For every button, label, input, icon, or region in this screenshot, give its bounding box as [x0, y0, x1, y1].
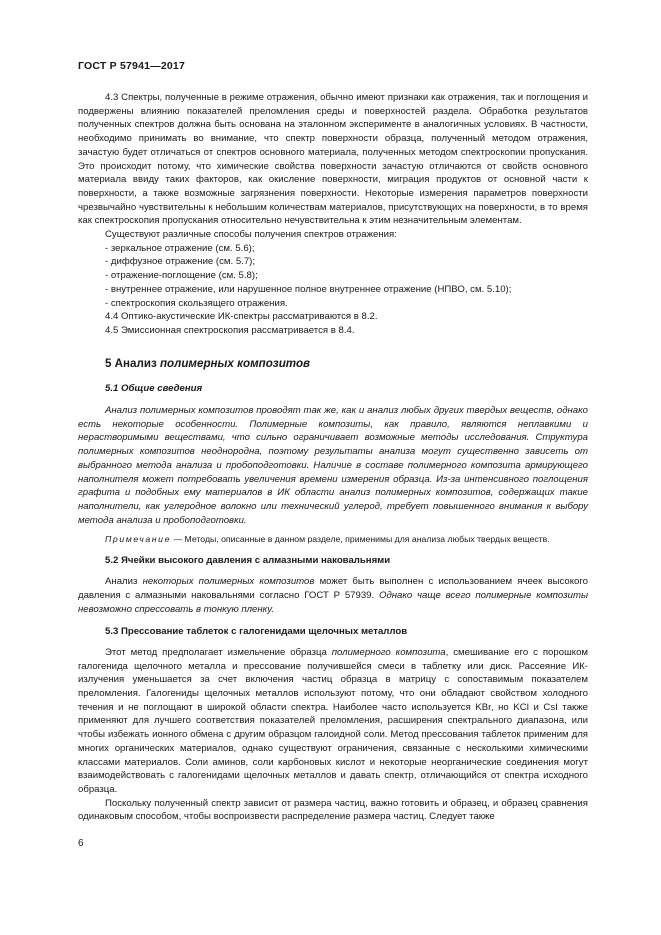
paragraph-5-1: Анализ полимерных композитов проводят так же, как и анализ любых других твердых веществ, однако есть некоторые особенности. Полимерные композиты, как правило, являются неплавкими и нерастворимыми веществами, что сильно ограничивает возможные методы исследования. Структура полимерных композитов неоднородна, поэтому результаты анализа могут существенно зависеть от выбранного метода анализа и пробоподготовки. Наличие в составе полимерного композита армирующего наполнителя может потребовать увеличения времени измерения образца. Из-за интенсивного поглощения графита и подобных ему материалов в ИК области анализ полимерных композитов, содержащих такие наполнители, как углеродное волокно или технический углерод, требует повышенного внимания к выбору метода анализа и пробоподготовки.	[78, 405, 588, 526]
list-item: - диффузное отражение (см. 5.7);	[105, 256, 256, 268]
paragraph-4-4: 4.4 Оптико-акустические ИК-спектры рассматриваются в 8.2.	[105, 311, 378, 323]
paragraph-4-3: 4.3 Спектры, полученные в режиме отражения, обычно имеют признаки как отражения, так и поглощения и подвержены влиянию показателей преломления среды и поверхностей раздела. Обработка результатов полученных спектров должна быть основана на эталонном эксперименте в аналогичных условиях. В частности, необходимо принимать во внимание, что спектр поверхности образца, полученный методом отражения, зачастую будет отличаться от спектров основного материала, полученных методом спектроскопии пропускания. Это происходит потому, что химические свойства поверхности зачастую отличаются от свойств основного материала ввиду таких факторов, как окисление поверхности, миграция продуктов от основной части к поверхности, а также возможные загрязнения поверхности. Некоторые измерения параметров поверхности чрезвычайно чувствительны к небольшим количествам материалов, присутствующих на поверхности, в то время как спектроскопия пропускания относительно нечувствительна к этим незначительным элементам.	[78, 92, 588, 227]
paragraph-5-3: Этот метод предполагает измельчение образца полимерного композита, смешивание его с порошком галогенида щелочного металла и прессование получившейся смеси в таблетку или диск. Рассеяние ИК-излучения уменьшается за счет включения частиц образца в матрицу с сопоставимым показателем преломления. Галогениды щелочных металлов используют потому, что они обладают свойством холодного течения и не поглощают в широкой области спектра. Наиболее часто используется KBr, но KCl и CsI также применяют для лучшего соответствия показателей преломления, расширения спектрального диапазона, или чтобы избежать ионного обмена с другим образцом галоидной соли. Метод прессования таблеток применим для многих органических материалов, однако существуют ограничения, связанные с несколькими химическими классами материалов. Соли аминов, соли карбоновых кислот и некоторые неорганические соединения могут взаимодействовать с галогенидами щелочных металлов и давать спектр, отличающийся от спектра исходного образца.	[78, 646, 588, 795]
document-header: ГОСТ Р 57941—2017	[78, 60, 186, 72]
list-item: - зеркальное отражение (см. 5.6);	[105, 242, 255, 254]
list-item: - внутреннее отражение, или нарушенное полное внутреннее отражение (НПВО, см. 5.10);	[105, 283, 512, 295]
section-5-2-heading: 5.2 Ячейки высокого давления с алмазными наковальнями	[105, 555, 391, 567]
paragraph-4-5: 4.5 Эмиссионная спектроскопия рассматривается в 8.4.	[105, 324, 355, 336]
note	[78, 533, 588, 545]
page-body	[78, 91, 588, 824]
note-label: Примечание	[105, 534, 172, 545]
paragraph-5-2: Анализ некоторых полимерных композитов может быть выполнен с использованием ячеек высокого давления с алмазными наковальнями согласно ГОСТ Р 57939. Однако чаще всего полимерные композиты невозможно спрессовать в тонкую пленку.	[78, 576, 588, 615]
paragraph-reflection-methods: Существуют различные способы получения спектров отражения:	[105, 229, 397, 241]
section-5-1-heading: 5.1 Общие сведения	[105, 383, 203, 395]
note-text: — Методы, описанные в данном разделе, применимы для анализа любых твердых веществ.	[171, 534, 550, 545]
section-5-3-heading: 5.3 Прессование таблеток с галогенидами щелочных металлов	[105, 626, 408, 638]
page-number: 6	[78, 838, 84, 849]
paragraph-5-3-continued: Поскольку полученный спектр зависит от размера частиц, важно готовить и образец, и образец сравнения одинаковым способом, чтобы воспроизвести распределение размера частиц. Следует также	[78, 797, 588, 823]
list-item: - отражение-поглощение (см. 5.8);	[105, 270, 258, 282]
list-item: - спектроскопия скользящего отражения.	[105, 297, 288, 309]
section-5-heading: 5 Анализ полимерных композитов	[105, 356, 311, 370]
